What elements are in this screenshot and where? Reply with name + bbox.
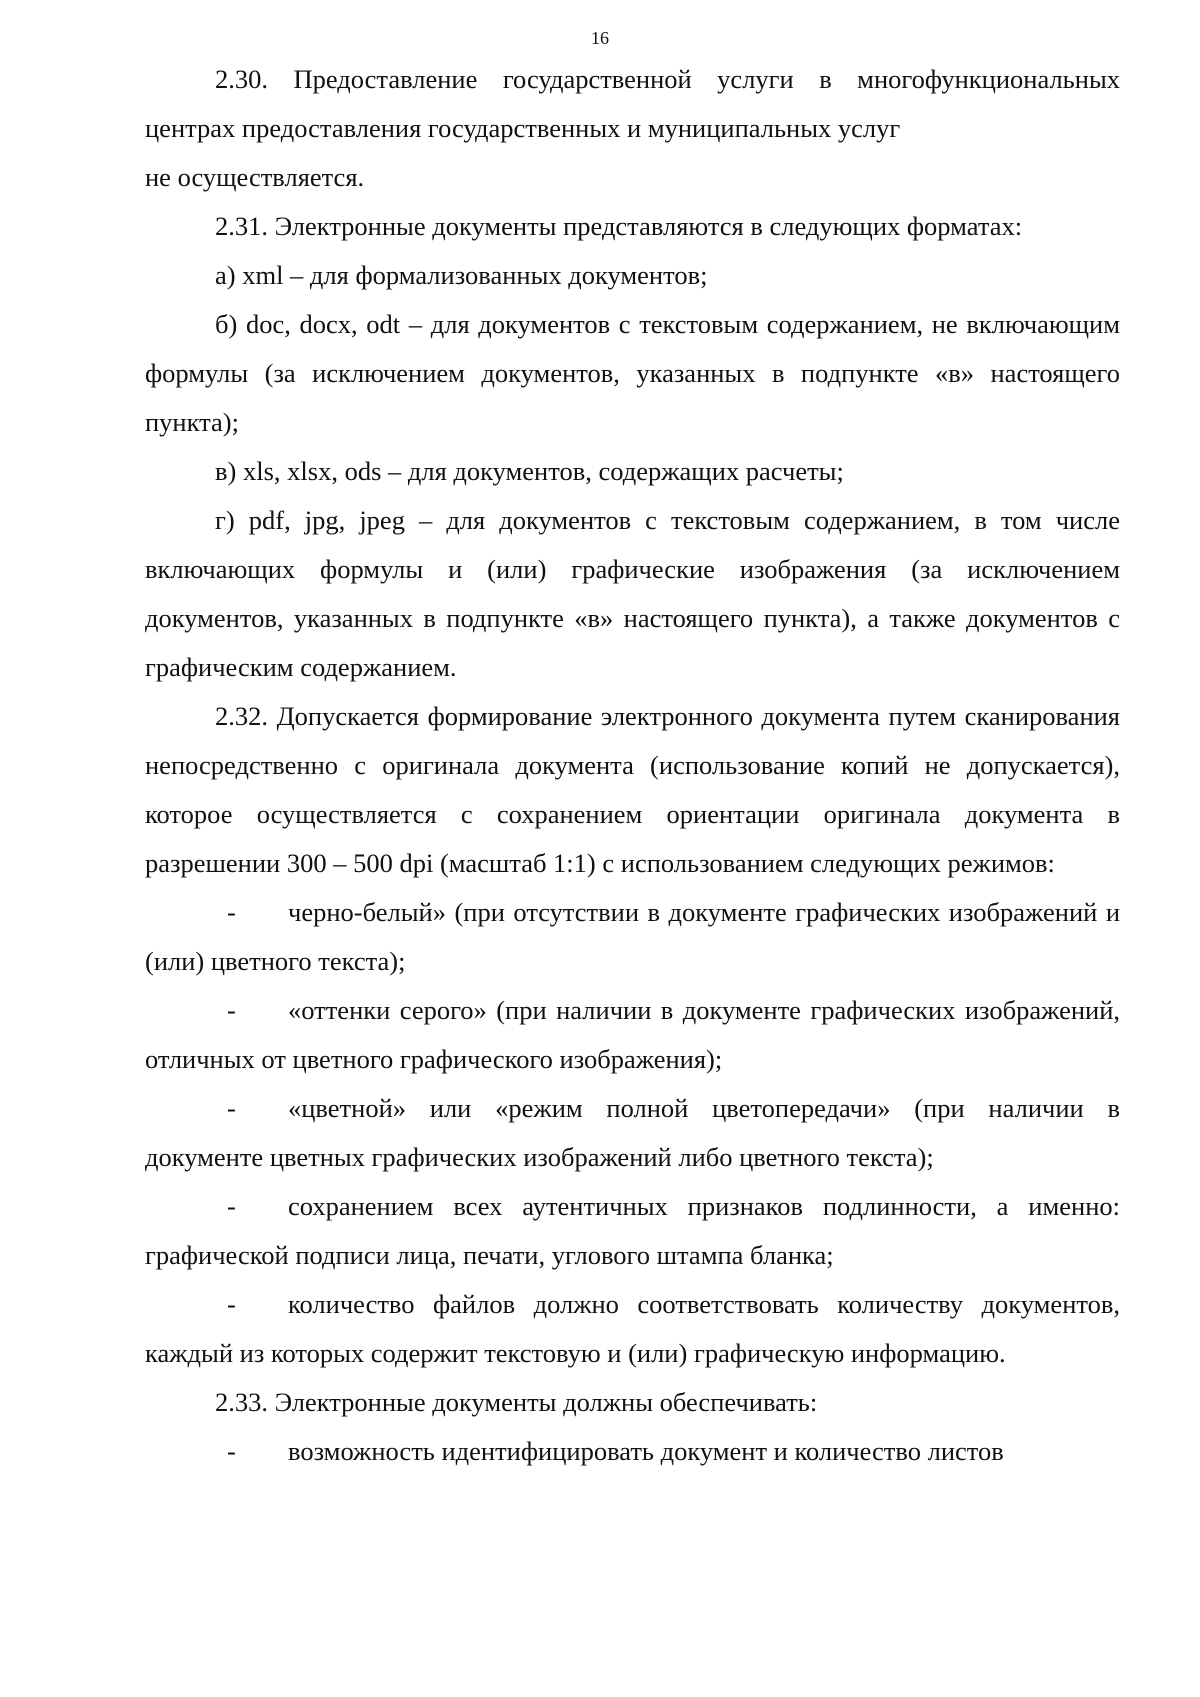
paragraph-2-32: 2.32. Допускается формирование электронного документа путем сканирования непосредственно с оригинала документа (использование копий не допускается), которое осуществляется с сохранением ориентации оригинала документа в разрешении 300 – 500 dpi (масштаб 1:1) с использованием следующих режимов: [145, 701, 1120, 878]
paragraph-2-31-b: б) doc, docx, odt – для документов с текстовым содержанием, не включающим формулы (за исключением документов, указанных в подпункте «в» настоящего пункта); [145, 309, 1120, 437]
list-item-file-count [145, 1280, 1120, 1378]
list-item-authenticity [145, 1182, 1120, 1280]
list-item-color [145, 1084, 1120, 1182]
paragraph-2-31: 2.31. Электронные документы представляются в следующих форматах: [215, 211, 1023, 241]
dash-marker: - [227, 1436, 236, 1466]
list-item-text: «оттенки серого» (при наличии в документе графических изображений, отличных от цветного графического изображения); [145, 995, 1120, 1074]
paragraph-2-31-c: в) xls, xlsx, ods – для документов, содержащих расчеты; [215, 456, 844, 486]
list-item-text: сохранением всех аутентичных признаков подлинности, а именно: графической подписи лица, печати, углового штампа бланка; [145, 1191, 1120, 1270]
paragraph-2-31-d: г) pdf, jpg, jpeg – для документов с текстовым содержанием, в том числе включающих формулы и (или) графические изображения (за исключением документов, указанных в подпункте «в» настоящего пункта), а также документов с графическим содержанием. [145, 505, 1120, 682]
list-item-text: черно-белый» (при отсутствии в документе графических изображений и (или) цветного текста); [145, 897, 1120, 976]
paragraph-2-30-end: не осуществляется. [145, 162, 365, 192]
list-item-identify-document [145, 1427, 1120, 1476]
list-item-text: «цветной» или «режим полной цветопередачи» (при наличии в документе цветных графических изображений либо цветного текста); [145, 1093, 1120, 1172]
list-item-text: количество файлов должно соответствовать количеству документов, каждый из которых содержит текстовую и (или) графическую информацию. [145, 1289, 1120, 1368]
list-item-black-white [145, 888, 1120, 986]
dash-marker: - [227, 995, 236, 1025]
list-item-grayscale [145, 986, 1120, 1084]
dash-marker: - [227, 897, 236, 927]
dash-marker: - [227, 1191, 236, 1221]
document-body [145, 55, 1120, 1476]
paragraph-2-30: 2.30. Предоставление государственной услуги в многофункциональных центрах предоставления государственных и муниципальных услуг [145, 64, 1120, 143]
paragraph-2-31-a: а) xml – для формализованных документов; [215, 260, 708, 290]
list-item-text: возможность идентифицировать документ и количество листов [288, 1436, 1004, 1466]
paragraph-2-33: 2.33. Электронные документы должны обеспечивать: [215, 1387, 818, 1417]
dash-marker: - [227, 1289, 236, 1319]
page-number: 16 [591, 28, 609, 48]
dash-marker: - [227, 1093, 236, 1123]
